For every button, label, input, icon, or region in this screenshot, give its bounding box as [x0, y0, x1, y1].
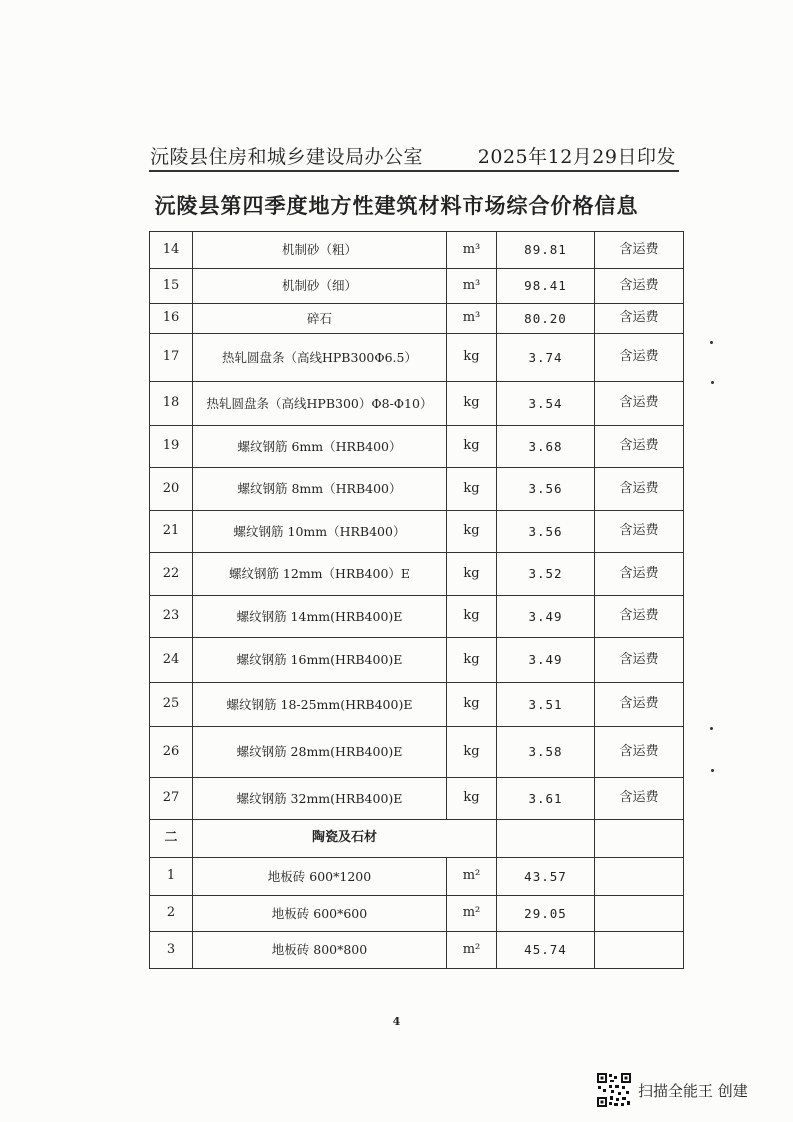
note: 含运费: [595, 638, 684, 683]
unit: kg: [447, 334, 497, 382]
unit: kg: [447, 468, 497, 511]
price: 89.81: [497, 232, 595, 269]
table-row: [150, 596, 684, 638]
row-number: 27: [150, 778, 193, 820]
unit: kg: [447, 596, 497, 638]
unit: m²: [447, 858, 497, 896]
price: 29.05: [497, 896, 595, 932]
row-number: 3: [150, 932, 193, 969]
row-number: 1: [150, 858, 193, 896]
note: 含运费: [595, 727, 684, 778]
material-name: 螺纹钢筋 14mm(HRB400)E: [193, 596, 447, 638]
material-name: 螺纹钢筋 6mm（HRB400）: [193, 426, 447, 468]
unit: kg: [447, 683, 497, 727]
scanner-watermark: [596, 1072, 748, 1108]
unit: kg: [447, 778, 497, 820]
material-name: 地板砖 600*600: [193, 896, 447, 932]
material-name: 地板砖 600*1200: [193, 858, 447, 896]
price: 3.49: [497, 638, 595, 683]
unit: kg: [447, 727, 497, 778]
price: 3.68: [497, 426, 595, 468]
unit: kg: [447, 426, 497, 468]
unit: kg: [447, 511, 497, 553]
material-name: 螺纹钢筋 8mm（HRB400）: [193, 468, 447, 511]
price: 3.56: [497, 511, 595, 553]
row-number: 19: [150, 426, 193, 468]
material-name: 螺纹钢筋 10mm（HRB400）: [193, 511, 447, 553]
row-number: 23: [150, 596, 193, 638]
price: 3.49: [497, 596, 595, 638]
row-number: 20: [150, 468, 193, 511]
scan-speck: [711, 381, 714, 384]
material-name: 热轧圆盘条（高线HPB300Φ6.5）: [193, 334, 447, 382]
document-header: [150, 142, 676, 169]
table-row: [150, 896, 684, 932]
scan-speck: [710, 727, 713, 730]
table-row: [150, 232, 684, 269]
material-name: 螺纹钢筋 32mm(HRB400)E: [193, 778, 447, 820]
material-name: 碎石: [193, 304, 447, 334]
note: [595, 896, 684, 932]
note: 含运费: [595, 334, 684, 382]
table-row: [150, 727, 684, 778]
table-row: [150, 468, 684, 511]
issue-date: 2025年12月29日印发: [477, 146, 676, 168]
scan-speck: [711, 769, 714, 772]
note: 含运费: [595, 511, 684, 553]
row-number: 15: [150, 269, 193, 304]
table-row: [150, 778, 684, 820]
price: 3.61: [497, 778, 595, 820]
empty-cell: [595, 820, 684, 858]
note: 含运费: [595, 553, 684, 596]
table-row: [150, 334, 684, 382]
table-row: [150, 304, 684, 334]
note: 含运费: [595, 304, 684, 334]
price: 80.20: [497, 304, 595, 334]
price: 3.56: [497, 468, 595, 511]
note: 含运费: [595, 596, 684, 638]
page-number: 4: [392, 1015, 401, 1028]
note: [595, 932, 684, 969]
unit: m³: [447, 304, 497, 334]
row-number: 17: [150, 334, 193, 382]
row-number: 14: [150, 232, 193, 269]
table-row: [150, 932, 684, 969]
material-name: 机制砂（细）: [193, 269, 447, 304]
scan-speck: [710, 341, 713, 344]
price: 3.51: [497, 683, 595, 727]
note: 含运费: [595, 468, 684, 511]
section-header-row: [150, 820, 684, 858]
row-number: 24: [150, 638, 193, 683]
unit: m³: [447, 232, 497, 269]
table-row: [150, 382, 684, 426]
row-number: 25: [150, 683, 193, 727]
material-name: 螺纹钢筋 28mm(HRB400)E: [193, 727, 447, 778]
row-number: 16: [150, 304, 193, 334]
issuer-name: 沅陵县住房和城乡建设局办公室: [150, 146, 424, 168]
table-row: [150, 683, 684, 727]
material-name: 螺纹钢筋 18-25mm(HRB400)E: [193, 683, 447, 727]
table-row: [150, 858, 684, 896]
material-name: 热轧圆盘条（高线HPB300）Φ8-Φ10）: [193, 382, 447, 426]
table-row: [150, 426, 684, 468]
unit: m³: [447, 269, 497, 304]
row-number: 18: [150, 382, 193, 426]
note: 含运费: [595, 232, 684, 269]
empty-cell: [497, 820, 595, 858]
qr-code-icon: [596, 1072, 632, 1108]
row-number: 22: [150, 553, 193, 596]
price: 3.74: [497, 334, 595, 382]
note: [595, 858, 684, 896]
table-row: [150, 638, 684, 683]
note: 含运费: [595, 426, 684, 468]
price: 98.41: [497, 269, 595, 304]
header-divider: [149, 170, 679, 172]
price: 3.54: [497, 382, 595, 426]
price: 3.58: [497, 727, 595, 778]
price: 45.74: [497, 932, 595, 969]
material-name: 地板砖 800*800: [193, 932, 447, 969]
note: 含运费: [595, 683, 684, 727]
material-name: 螺纹钢筋 12mm（HRB400）E: [193, 553, 447, 596]
material-name: 机制砂（粗）: [193, 232, 447, 269]
row-number: 26: [150, 727, 193, 778]
price: 3.52: [497, 553, 595, 596]
row-number: 2: [150, 896, 193, 932]
note: 含运费: [595, 269, 684, 304]
table-row: [150, 269, 684, 304]
note: 含运费: [595, 778, 684, 820]
unit: kg: [447, 553, 497, 596]
unit: m²: [447, 932, 497, 969]
section-name: 陶瓷及石材: [193, 820, 497, 858]
price-table: [149, 231, 684, 969]
table-row: [150, 511, 684, 553]
row-number: 21: [150, 511, 193, 553]
watermark-text: 扫描全能王 创建: [638, 1081, 748, 1100]
unit: kg: [447, 638, 497, 683]
unit: kg: [447, 382, 497, 426]
table-row: [150, 553, 684, 596]
material-name: 螺纹钢筋 16mm(HRB400)E: [193, 638, 447, 683]
price: 43.57: [497, 858, 595, 896]
note: 含运费: [595, 382, 684, 426]
section-number: 二: [150, 820, 193, 858]
unit: m²: [447, 896, 497, 932]
page-title: 沅陵县第四季度地方性建筑材料市场综合价格信息: [154, 194, 639, 218]
